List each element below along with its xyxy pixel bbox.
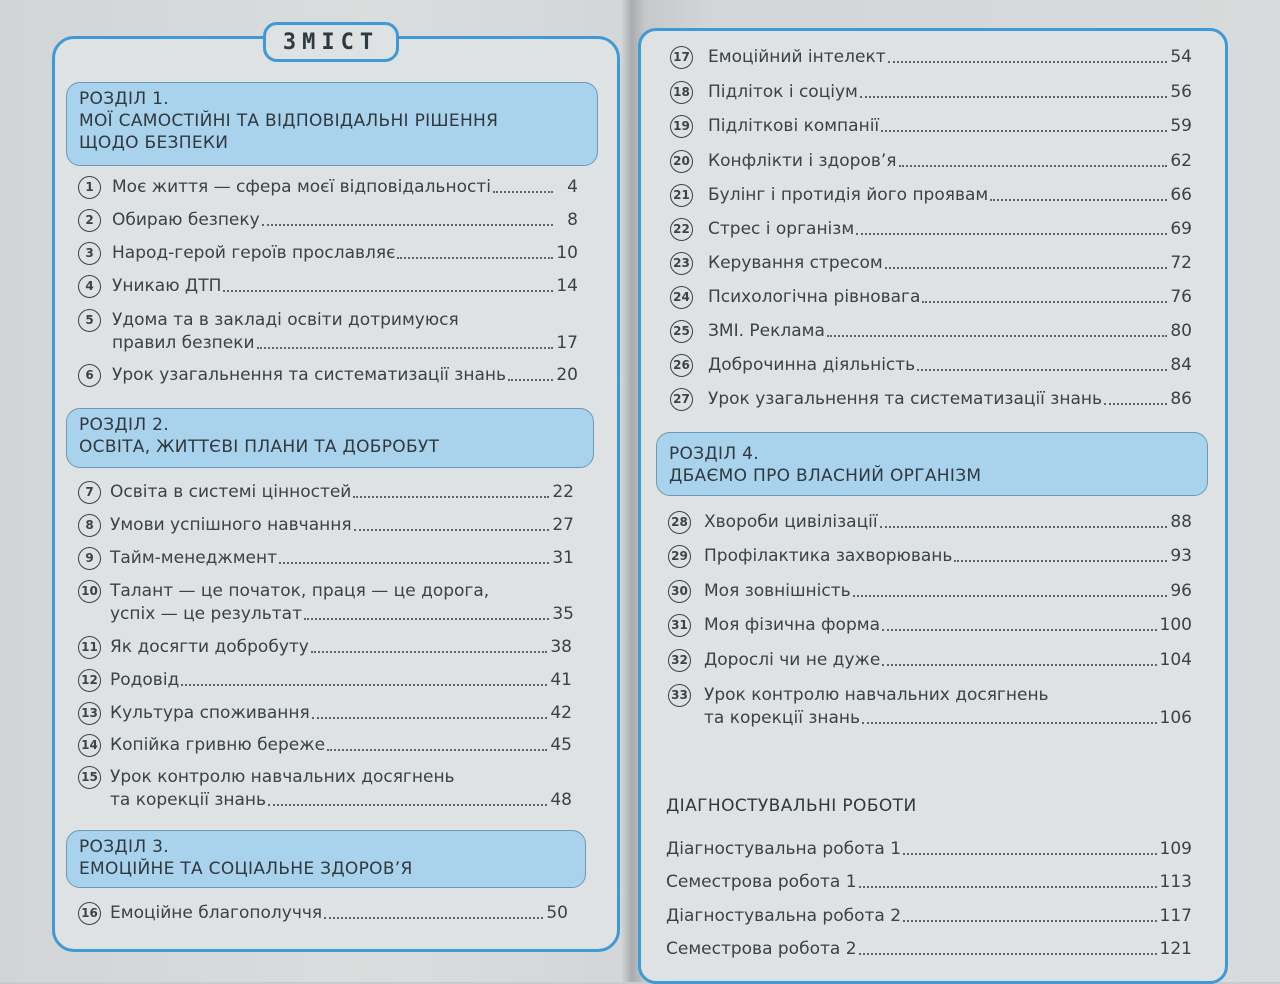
entry-title: Емоційне благополуччя [110, 903, 323, 923]
entry-number-badge: 18 [670, 81, 693, 104]
entry-title: Освіта в системі цінностей [110, 482, 352, 502]
diagnostic-title: Діагностувальна робота 2 [666, 906, 902, 926]
entry-number-badge: 3 [78, 242, 101, 265]
toc-entry[interactable] [704, 545, 1192, 567]
dot-leader [862, 722, 1157, 724]
toc-entry[interactable] [110, 514, 574, 536]
entry-title: Емоційний інтелект [708, 47, 886, 67]
entry-title: Підліткові компанії [708, 116, 880, 136]
dot-leader [304, 618, 549, 620]
entry-number-badge: 17 [670, 46, 693, 69]
entry-title: Моя фізична форма [704, 615, 880, 635]
entry-page-number: 66 [1170, 185, 1192, 205]
dot-leader [279, 562, 549, 564]
toc-entry[interactable] [708, 320, 1192, 342]
toc-entry[interactable] [704, 580, 1192, 602]
dot-leader [353, 496, 549, 498]
dot-leader [257, 347, 553, 349]
dot-leader [885, 267, 1167, 269]
dot-leader [881, 130, 1167, 132]
dot-leader [882, 664, 1156, 666]
entry-title: Моє життя — сфера моєї відповідальності [112, 177, 491, 197]
section-3-title: ЕМОЦІЙНЕ ТА СОЦІАЛЬНЕ ЗДОРОВ’Я [79, 859, 413, 879]
entry-number-badge: 22 [670, 218, 693, 241]
entry-title: Культура споживання [110, 703, 310, 723]
toc-entry[interactable] [708, 252, 1192, 274]
entry-title: Булінг і протидія його проявам [708, 185, 989, 205]
entry-title-line-1: Урок контролю навчальних досягнень [704, 685, 1049, 705]
entry-page-number: 41 [550, 670, 572, 690]
dot-leader [268, 804, 547, 806]
entry-number-badge: 9 [78, 547, 101, 570]
dot-leader [181, 684, 547, 686]
entry-number-badge: 20 [670, 150, 693, 173]
diagnostic-page-number: 113 [1159, 872, 1192, 892]
entry-page-number: 104 [1159, 650, 1192, 670]
entry-number-badge: 33 [668, 684, 691, 707]
entry-page-number: 42 [550, 703, 572, 723]
entry-page-number: 35 [552, 604, 574, 624]
diagnostic-title: Семестрова робота 1 [666, 872, 857, 892]
entry-title: Урок узагальнення та систематизації знань [112, 365, 507, 385]
entry-number-badge: 2 [78, 209, 101, 232]
dot-leader [856, 233, 1167, 235]
entry-page-number: 31 [552, 548, 574, 568]
entry-title-line-1: Урок контролю навчальних досягнень [110, 767, 455, 787]
dot-leader [223, 290, 553, 292]
dot-leader [880, 526, 1167, 528]
toc-entry[interactable] [110, 789, 572, 811]
entry-number-badge: 27 [670, 388, 693, 411]
entry-number-badge: 31 [668, 614, 691, 637]
diagnostic-page-number: 117 [1159, 906, 1192, 926]
entry-page-number: 106 [1159, 708, 1192, 728]
toc-entry[interactable] [708, 46, 1192, 68]
toc-entry[interactable] [112, 364, 578, 386]
diagnostic-entry[interactable] [666, 871, 1192, 893]
entry-number-badge: 16 [78, 902, 101, 925]
diagnostic-entry[interactable] [666, 938, 1192, 960]
entry-number-badge: 15 [78, 766, 101, 789]
section-2-title: ОСВІТА, ЖИТТЄВІ ПЛАНИ ТА ДОБРОБУТ [79, 437, 440, 457]
diagnostic-entry[interactable] [666, 838, 1192, 860]
contents-title: ЗМІСТ [263, 22, 399, 62]
dot-leader [859, 886, 1157, 888]
entry-page-number: 20 [556, 365, 578, 385]
entry-number-badge: 13 [78, 702, 101, 725]
diagnostics-title: ДІАГНОСТУВАЛЬНІ РОБОТИ [666, 796, 917, 816]
entry-title: успіх — це результат [110, 604, 303, 624]
entry-page-number: 38 [550, 637, 572, 657]
entry-page-number: 8 [567, 210, 578, 230]
entry-title: Підліток і соціум [708, 82, 858, 102]
toc-entry[interactable] [110, 603, 574, 625]
entry-title: Профілактика захворювань [704, 546, 953, 566]
entry-page-number: 72 [1170, 253, 1192, 273]
dot-leader [917, 369, 1167, 371]
toc-entry[interactable] [110, 702, 572, 724]
dot-leader [493, 191, 553, 193]
entry-number-badge: 19 [670, 115, 693, 138]
entry-title: Хвороби цивілізації [704, 512, 878, 532]
entry-title: Стрес і організм [708, 219, 855, 239]
entry-page-number: 54 [1170, 47, 1192, 67]
toc-entry[interactable] [708, 388, 1192, 410]
entry-title: ЗМІ. Реклама [708, 321, 825, 341]
entry-title: Конфлікти і здоров’я [708, 151, 897, 171]
section-1-title-line-2: ЩОДО БЕЗПЕКИ [79, 133, 229, 153]
entry-number-badge: 12 [78, 669, 101, 692]
dot-leader [312, 717, 547, 719]
entry-page-number: 80 [1170, 321, 1192, 341]
dot-leader [990, 199, 1167, 201]
entry-title: Психологічна рівновага [708, 287, 921, 307]
entry-number-badge: 5 [78, 309, 101, 332]
section-4-title: ДБАЄМО ПРО ВЛАСНИЙ ОРГАНІЗМ [669, 466, 982, 486]
entry-page-number: 76 [1170, 287, 1192, 307]
toc-entry[interactable] [708, 218, 1192, 240]
toc-entry[interactable] [704, 649, 1192, 671]
entry-page-number: 45 [550, 735, 572, 755]
diagnostic-entry[interactable] [666, 905, 1192, 927]
entry-title: Родовід [110, 670, 180, 690]
dot-leader [899, 165, 1168, 167]
entry-number-badge: 26 [670, 354, 693, 377]
toc-entry[interactable] [704, 614, 1192, 636]
toc-entry[interactable] [708, 81, 1192, 103]
section-3-header [66, 830, 586, 888]
dot-leader [827, 335, 1167, 337]
entry-number-badge: 7 [78, 481, 101, 504]
dot-leader [853, 595, 1167, 597]
toc-entry[interactable] [110, 902, 568, 924]
toc-entry[interactable] [708, 115, 1192, 137]
diagnostic-page-number: 109 [1159, 839, 1192, 859]
dot-leader [397, 257, 553, 259]
section-1-title-line-1: МОЇ САМОСТІЙНІ ТА ВІДПОВІДАЛЬНІ РІШЕННЯ [79, 111, 499, 131]
entry-number-badge: 8 [78, 514, 101, 537]
entry-title: Копійка гривню береже [110, 735, 326, 755]
toc-entry[interactable] [708, 184, 1192, 206]
section-4-header [656, 432, 1208, 496]
entry-page-number: 56 [1170, 82, 1192, 102]
dot-leader [903, 920, 1156, 922]
entry-title: Умови успішного навчання [110, 515, 352, 535]
entry-title: Моя зовнішність [704, 581, 851, 601]
dot-leader [954, 560, 1167, 562]
entry-title: Доброчинна діяльність [708, 355, 916, 375]
entry-title: правил безпеки [112, 333, 255, 353]
entry-number-badge: 29 [668, 545, 691, 568]
dot-leader [888, 61, 1167, 63]
entry-number-badge: 21 [670, 184, 693, 207]
toc-entry[interactable] [704, 511, 1192, 533]
entry-title-line-1: Удома та в закладі освіти дотримуюся [112, 310, 459, 330]
dot-leader [882, 629, 1157, 631]
dot-leader [922, 301, 1167, 303]
toc-entry[interactable] [708, 354, 1192, 376]
toc-entry[interactable] [112, 176, 578, 198]
dot-leader [860, 96, 1167, 98]
entry-number-badge: 10 [78, 580, 101, 603]
toc-entry[interactable] [704, 707, 1192, 729]
entry-page-number: 50 [546, 903, 568, 923]
entry-title: Обираю безпеку [112, 210, 260, 230]
entry-page-number: 4 [567, 177, 578, 197]
entry-title: Урок узагальнення та систематизації знань [708, 389, 1103, 409]
entry-number-badge: 11 [78, 636, 101, 659]
entry-page-number: 84 [1170, 355, 1192, 375]
toc-entry[interactable] [708, 286, 1192, 308]
toc-entry[interactable] [110, 481, 574, 503]
section-2-number: РОЗДІЛ 2. [79, 415, 169, 435]
entry-page-number: 14 [556, 276, 578, 296]
entry-page-number: 69 [1170, 219, 1192, 239]
section-1-header [66, 82, 598, 166]
dot-leader [262, 224, 553, 226]
section-3-number: РОЗДІЛ 3. [79, 837, 169, 857]
entry-number-badge: 14 [78, 734, 101, 757]
toc-entry[interactable] [112, 209, 578, 231]
section-4-number: РОЗДІЛ 4. [669, 444, 759, 464]
entry-number-badge: 30 [668, 580, 691, 603]
entry-number-badge: 4 [78, 275, 101, 298]
dot-leader [324, 917, 543, 919]
entry-title: Народ-герой героїв прославляє [112, 243, 396, 263]
toc-entry[interactable] [110, 669, 572, 691]
entry-page-number: 88 [1170, 512, 1192, 532]
entry-number-badge: 28 [668, 511, 691, 534]
entry-page-number: 62 [1170, 151, 1192, 171]
entry-page-number: 22 [552, 482, 574, 502]
dot-leader [508, 379, 553, 381]
entry-page-number: 93 [1170, 546, 1192, 566]
entry-title: та корекції знань [704, 708, 861, 728]
section-2-header [66, 408, 594, 468]
diagnostic-page-number: 121 [1159, 939, 1192, 959]
toc-entry[interactable] [110, 734, 572, 756]
entry-page-number: 59 [1170, 116, 1192, 136]
entry-title: Уникаю ДТП [112, 276, 222, 296]
toc-entry[interactable] [110, 547, 574, 569]
dot-leader [1104, 403, 1167, 405]
entry-title: та корекції знань [110, 790, 267, 810]
entry-page-number: 86 [1170, 389, 1192, 409]
entry-number-badge: 25 [670, 320, 693, 343]
entry-number-badge: 23 [670, 252, 693, 275]
entry-title-line-1: Талант — це початок, праця — це дорога, [110, 581, 490, 601]
entry-title: Дорослі чи не дуже [704, 650, 881, 670]
toc-entry[interactable] [112, 275, 578, 297]
entry-page-number: 10 [556, 243, 578, 263]
dot-leader [903, 853, 1156, 855]
toc-entry[interactable] [708, 150, 1192, 172]
entry-number-badge: 32 [668, 649, 691, 672]
entry-page-number: 100 [1159, 615, 1192, 635]
entry-number-badge: 6 [78, 364, 101, 387]
dot-leader [859, 953, 1157, 955]
diagnostic-title: Діагностувальна робота 1 [666, 839, 902, 859]
entry-title: Тайм-менеджмент [110, 548, 278, 568]
toc-entry[interactable] [110, 636, 572, 658]
entry-number-badge: 1 [78, 176, 101, 199]
toc-entry[interactable] [112, 242, 578, 264]
entry-number-badge: 24 [670, 286, 693, 309]
entry-title: Як досягти добробуту [110, 637, 309, 657]
toc-entry[interactable] [112, 332, 578, 354]
dot-leader [311, 651, 547, 653]
diagnostic-title: Семестрова робота 2 [666, 939, 857, 959]
entry-page-number: 96 [1170, 581, 1192, 601]
dot-leader [354, 529, 549, 531]
entry-page-number: 17 [556, 333, 578, 353]
entry-page-number: 27 [552, 515, 574, 535]
entry-title: Керування стресом [708, 253, 883, 273]
section-1-number: РОЗДІЛ 1. [79, 89, 169, 109]
entry-page-number: 48 [550, 790, 572, 810]
dot-leader [327, 749, 547, 751]
